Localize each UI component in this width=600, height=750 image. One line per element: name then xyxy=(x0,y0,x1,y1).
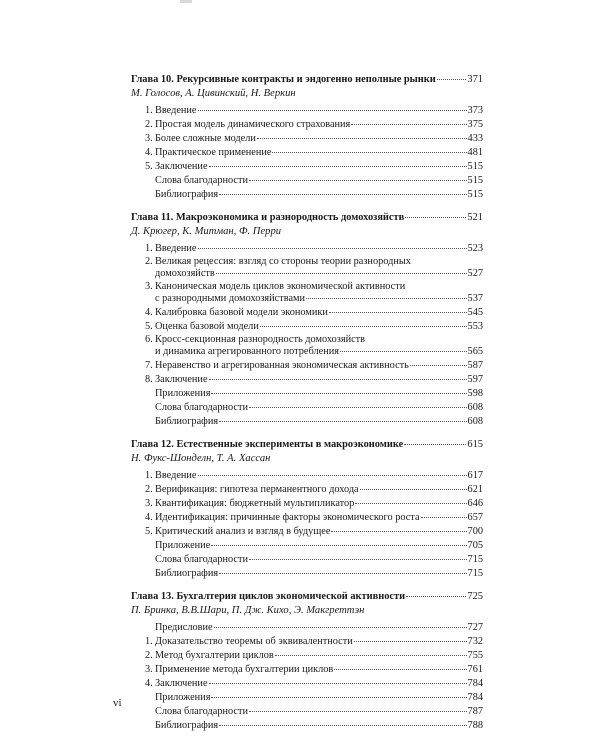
entry-body xyxy=(155,256,483,281)
entry-number: 5. xyxy=(145,320,153,332)
dot-leader xyxy=(219,724,466,726)
entry-page: 537 xyxy=(467,293,483,304)
entry-page: 787 xyxy=(467,705,483,717)
entry-page: 371 xyxy=(467,74,483,85)
entry-page: 373 xyxy=(467,104,483,116)
chapter-authors: М. Голосов, А. Цивинский, Н. Веркин xyxy=(131,88,296,99)
dot-leader xyxy=(306,297,466,299)
entry-title xyxy=(145,373,208,387)
entry-page: 565 xyxy=(467,346,483,357)
toc-entry-link[interactable] xyxy=(145,387,483,401)
dot-leader xyxy=(209,682,467,684)
entry-page: 553 xyxy=(467,320,483,332)
toc-entry-link[interactable] xyxy=(145,118,483,132)
toc-entry-link[interactable] xyxy=(145,242,483,256)
entry-page: 433 xyxy=(467,132,483,144)
toc-entry-link[interactable] xyxy=(145,104,483,118)
entry-page: 784 xyxy=(467,677,483,689)
entry-title xyxy=(145,621,213,635)
entry-title xyxy=(145,469,197,483)
entry-text: Слова благодарности xyxy=(155,705,248,717)
entry-number: 6. xyxy=(145,333,153,345)
toc-entry-link[interactable] xyxy=(145,511,483,525)
entry-page: 755 xyxy=(467,649,483,661)
entry-page: 727 xyxy=(467,621,483,633)
entry-body xyxy=(155,281,483,306)
entry-page: 646 xyxy=(467,497,483,509)
entry-title xyxy=(145,719,218,733)
entry-text: Практическое применение xyxy=(155,146,272,158)
entry-text: Критический анализ и взгляд в будущее xyxy=(155,525,331,537)
entry-title xyxy=(145,635,353,649)
scan-edge-mark xyxy=(180,0,192,3)
entry-page: 788 xyxy=(467,719,483,731)
entry-text: Квантификация: бюджетный мультипликатор xyxy=(155,497,355,509)
entry-title xyxy=(145,132,256,146)
dot-leader xyxy=(249,179,467,181)
entry-title xyxy=(145,188,218,202)
entry-title xyxy=(145,525,330,539)
entry-text: Приложение xyxy=(155,539,211,551)
entry-text: Заключение xyxy=(155,373,208,385)
chapter-authors: Д. Крюгер, К. Митман, Ф. Перри xyxy=(131,226,282,237)
entry-text: Введение xyxy=(155,469,197,481)
chapter-title-link[interactable] xyxy=(131,438,483,452)
entry-text: Доказательство теоремы об эквивалентности xyxy=(155,635,353,647)
dot-leader xyxy=(209,165,467,167)
entry-number: 4. xyxy=(145,511,153,523)
entry-title xyxy=(145,539,210,553)
entry-continuation xyxy=(155,293,483,306)
entry-text: Верификация: гипотеза перманентного дохода xyxy=(155,483,359,495)
entry-page: 481 xyxy=(467,146,483,158)
toc-entry-link[interactable] xyxy=(145,483,483,497)
entry-text: Библиография xyxy=(155,188,219,200)
chapter-title-link[interactable] xyxy=(131,73,483,87)
entry-page: 700 xyxy=(467,525,483,537)
toc-entry-link[interactable] xyxy=(145,649,483,663)
toc-entry-link[interactable] xyxy=(145,306,483,320)
entry-page: 587 xyxy=(467,359,483,371)
entry-text: Слова благодарности xyxy=(155,401,248,413)
chapter-authors: П. Бринка, В.В.Шари, П. Дж. Кихо, Э. Макгреттэн xyxy=(131,605,365,616)
entry-title xyxy=(145,649,274,663)
entry-page: 608 xyxy=(467,415,483,427)
entry-page: 615 xyxy=(467,439,483,450)
entry-title xyxy=(145,242,197,256)
entry-body xyxy=(155,334,483,359)
entry-title xyxy=(145,306,328,320)
entry-number: 3. xyxy=(145,663,153,675)
toc-entry-link[interactable] xyxy=(145,691,483,705)
entry-text: Приложения xyxy=(155,691,211,703)
entry-text: Введение xyxy=(155,104,197,116)
chapter-sections xyxy=(131,242,483,429)
entry-title xyxy=(145,663,333,677)
dot-leader xyxy=(260,325,467,327)
entry-number: 1. xyxy=(145,635,153,647)
toc-entry-link[interactable] xyxy=(145,188,483,202)
entry-number: 5. xyxy=(145,160,153,172)
entry-page: 527 xyxy=(467,268,483,279)
entry-continuation xyxy=(155,268,483,281)
entry-title xyxy=(145,401,248,415)
dot-leader xyxy=(437,78,467,80)
toc-entry-link[interactable] xyxy=(145,663,483,677)
dot-leader xyxy=(354,640,467,642)
entry-text: Библиография xyxy=(155,415,219,427)
chapter-block xyxy=(131,211,483,429)
toc-entry-link[interactable] xyxy=(145,373,483,387)
entry-number: 1. xyxy=(145,469,153,481)
page-number: vi xyxy=(113,697,122,709)
dot-leader xyxy=(211,392,466,394)
toc-entry-link[interactable] xyxy=(145,174,483,188)
entry-text: Калибровка базовой модели экономики xyxy=(155,306,328,318)
entry-text: Идентификация: причинные факторы экономического роста xyxy=(155,511,420,523)
entry-number: 4. xyxy=(145,146,153,158)
chapter-block xyxy=(131,438,483,581)
toc-entry-link[interactable] xyxy=(145,719,483,733)
entry-text-continued: домохозяйств xyxy=(155,268,215,279)
dot-leader xyxy=(340,350,467,352)
entry-text: Более сложные модели xyxy=(155,132,256,144)
dot-leader xyxy=(421,516,467,518)
dot-leader xyxy=(410,364,467,366)
dot-leader xyxy=(198,109,467,111)
dot-leader xyxy=(249,406,467,408)
entry-text: Библиография xyxy=(155,567,219,579)
entry-title xyxy=(145,497,354,511)
entry-text-continued: с разнородными домохозяйствами xyxy=(155,293,306,304)
dot-leader xyxy=(219,572,466,574)
entry-text: Оценка базовой модели xyxy=(155,320,259,332)
entry-number: 2. xyxy=(145,649,153,661)
dot-leader xyxy=(360,488,467,490)
entry-page: 598 xyxy=(467,387,483,399)
entry-number: 1. xyxy=(145,242,153,254)
entry-page: 608 xyxy=(467,401,483,413)
toc-entry-link[interactable] xyxy=(145,415,483,429)
entry-title xyxy=(145,705,248,719)
entry-number: 4. xyxy=(145,306,153,318)
entry-page: 617 xyxy=(467,469,483,481)
entry-title xyxy=(145,160,208,174)
entry-text: Простая модель динамического страхования xyxy=(155,118,351,130)
dot-leader xyxy=(211,544,466,546)
entry-page: 515 xyxy=(467,188,483,200)
entry-page: 515 xyxy=(467,174,483,186)
toc-entry-link[interactable] xyxy=(145,525,483,539)
entry-number: 4. xyxy=(145,677,153,689)
dot-leader xyxy=(275,654,467,656)
entry-title xyxy=(145,677,208,691)
dot-leader xyxy=(257,137,467,139)
chapter-sections xyxy=(131,104,483,202)
entry-title xyxy=(145,483,359,497)
entry-title xyxy=(145,118,350,132)
entry-number: 2. xyxy=(145,118,153,130)
entry-number: 3. xyxy=(145,497,153,509)
toc-entry-link[interactable] xyxy=(145,497,483,511)
entry-text: Глава 10. Рекурсивные контракты и эндогенно неполные рынки xyxy=(131,74,436,85)
entry-title xyxy=(131,438,403,452)
entry-number: 2. xyxy=(145,483,153,495)
entry-continuation xyxy=(155,346,483,359)
dot-leader xyxy=(198,474,467,476)
entry-text: Великая рецессия: взгляд со стороны теории разнородных xyxy=(155,255,411,267)
entry-text: Предисловие xyxy=(155,621,213,633)
chapter-title-link[interactable] xyxy=(131,211,483,225)
entry-page: 705 xyxy=(467,539,483,551)
entry-page: 515 xyxy=(467,160,483,172)
entry-page: 375 xyxy=(467,118,483,130)
dot-leader xyxy=(219,193,466,195)
entry-number: 3. xyxy=(145,280,153,292)
dot-leader xyxy=(405,216,466,218)
dot-leader xyxy=(406,595,466,597)
entry-title xyxy=(145,567,218,581)
entry-page: 657 xyxy=(467,511,483,523)
entry-text: Неравенство и агрегированная экономическая активность xyxy=(155,359,409,371)
entry-title xyxy=(145,691,210,705)
chapter-title-link[interactable] xyxy=(131,590,483,604)
entry-page: 784 xyxy=(467,691,483,703)
entry-text: Заключение xyxy=(155,160,208,172)
entry-text: Глава 13. Бухгалтерия циклов экономической активности xyxy=(131,591,406,602)
toc-entry-link[interactable] xyxy=(145,334,483,359)
table-of-contents xyxy=(131,73,483,742)
entry-number: 3. xyxy=(145,132,153,144)
toc-entry-link[interactable] xyxy=(145,281,483,306)
entry-page: 545 xyxy=(467,306,483,318)
entry-number: 1. xyxy=(145,104,153,116)
entry-title xyxy=(131,211,404,225)
toc-entry-link[interactable] xyxy=(145,553,483,567)
entry-title xyxy=(145,146,271,160)
entry-number: 7. xyxy=(145,359,153,371)
entry-page: 523 xyxy=(467,242,483,254)
dot-leader xyxy=(355,502,466,504)
toc-entry-link[interactable] xyxy=(145,359,483,373)
dot-leader xyxy=(214,626,467,628)
dot-leader xyxy=(404,443,466,445)
entry-title xyxy=(145,511,420,525)
chapter-sections xyxy=(131,621,483,733)
entry-text: Глава 12. Естественные эксперименты в макроэкономике xyxy=(131,439,404,450)
toc-entry-link[interactable] xyxy=(145,705,483,719)
dot-leader xyxy=(219,420,466,422)
toc-entry-link[interactable] xyxy=(145,132,483,146)
toc-entry-link[interactable] xyxy=(145,401,483,415)
entry-text: Слова благодарности xyxy=(155,174,248,186)
entry-page: 521 xyxy=(467,212,483,223)
entry-title xyxy=(145,104,197,118)
dot-leader xyxy=(216,272,467,274)
entry-text: Введение xyxy=(155,242,197,254)
dot-leader xyxy=(329,311,467,313)
entry-title xyxy=(131,590,405,604)
toc-entry-link[interactable] xyxy=(145,469,483,483)
dot-leader xyxy=(211,696,466,698)
entry-title xyxy=(131,73,436,87)
toc-entry-link[interactable] xyxy=(145,567,483,581)
entry-title xyxy=(145,359,409,373)
entry-text: Заключение xyxy=(155,677,208,689)
entry-title xyxy=(145,387,210,401)
chapter-block xyxy=(131,73,483,202)
dot-leader xyxy=(351,123,466,125)
entry-page: 715 xyxy=(467,553,483,565)
chapter-sections xyxy=(131,469,483,581)
entry-page: 761 xyxy=(467,663,483,675)
dot-leader xyxy=(209,378,467,380)
entry-number: 2. xyxy=(145,255,153,267)
entry-title xyxy=(145,320,259,334)
entry-text: Слова благодарности xyxy=(155,553,248,565)
entry-text: Кросс-секционная разнородность домохозяйств xyxy=(155,333,366,345)
toc-entry-link[interactable] xyxy=(145,621,483,635)
entry-title xyxy=(145,415,218,429)
entry-number: 5. xyxy=(145,525,153,537)
toc-entry-link[interactable] xyxy=(145,256,483,281)
entry-page: 725 xyxy=(467,591,483,602)
entry-page: 715 xyxy=(467,567,483,579)
dot-leader xyxy=(334,668,466,670)
entry-text: Глава 11. Макроэкономика и разнородность домохозяйств xyxy=(131,212,405,223)
entry-text: Каноническая модель циклов экономической активности xyxy=(155,280,406,292)
chapter-block xyxy=(131,590,483,733)
dot-leader xyxy=(249,558,467,560)
toc-entry-link[interactable] xyxy=(145,677,483,691)
dot-leader xyxy=(272,151,466,153)
entry-number: 8. xyxy=(145,373,153,385)
chapter-authors: Н. Фукс-Шонделн, Т. А. Хассан xyxy=(131,453,271,464)
dot-leader xyxy=(331,530,466,532)
toc-entry-link[interactable] xyxy=(145,539,483,553)
entry-text: Применение метода бухгалтерии циклов xyxy=(155,663,334,675)
toc-entry-link[interactable] xyxy=(145,635,483,649)
dot-leader xyxy=(249,710,467,712)
entry-page: 597 xyxy=(467,373,483,385)
toc-entry-link[interactable] xyxy=(145,160,483,174)
entry-page: 732 xyxy=(467,635,483,647)
toc-entry-link[interactable] xyxy=(145,320,483,334)
entry-text: Библиография xyxy=(155,719,219,731)
entry-page: 621 xyxy=(467,483,483,495)
dot-leader xyxy=(198,247,467,249)
toc-entry-link[interactable] xyxy=(145,146,483,160)
entry-text-continued: и динамика агрегированного потребления xyxy=(155,346,339,357)
entry-text: Метод бухгалтерии циклов xyxy=(155,649,274,661)
entry-title xyxy=(145,174,248,188)
entry-text: Приложения xyxy=(155,387,211,399)
entry-title xyxy=(145,553,248,567)
